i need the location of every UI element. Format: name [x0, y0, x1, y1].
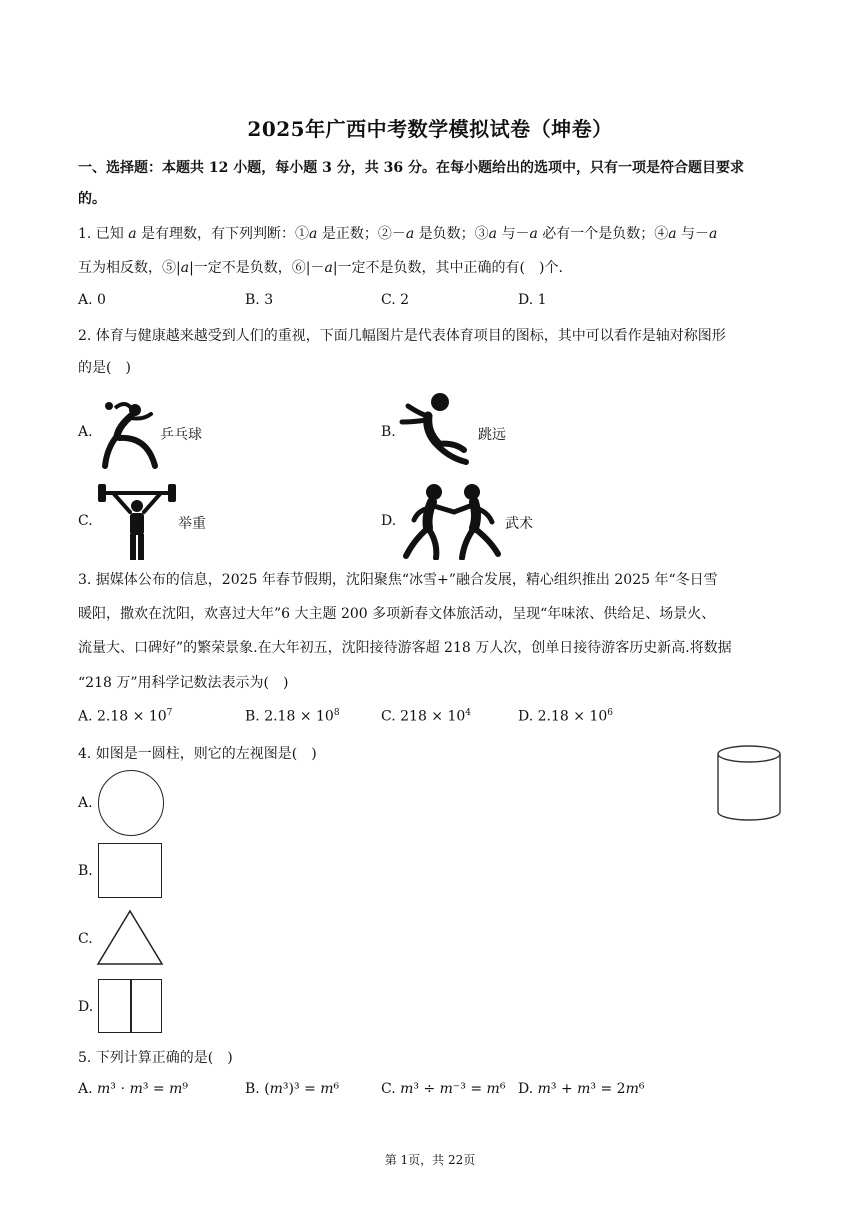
question-3-option-a: A. $2.18 \times 10^7$: [78, 708, 173, 725]
question-5-option-d: D. 𝑚³ + 𝑚³ = 2𝑚⁶: [518, 1081, 645, 1097]
question-1-option-d: D. 1: [518, 292, 547, 308]
weightlifting-icon: [96, 480, 178, 562]
question-1-option-a: A. 0: [78, 292, 106, 308]
question-2-option-c-letter: C.: [78, 513, 93, 529]
question-2-option-d-letter: D.: [381, 513, 397, 529]
martial-arts-icon: [400, 482, 504, 560]
question-5-option-b: B. (𝑚³)³ = 𝑚⁶: [245, 1081, 340, 1097]
question-3-stem-line2: 暖阳，撒欢在沈阳，欢喜过大年”6 大主题 200 多项新春文体旅活动，呈现“年味浓、供给足、场景火、: [78, 606, 716, 622]
question-3-option-b: B. $2.18 \times 10^8$: [245, 708, 340, 725]
question-4-stem: 4. 如图是一圆柱，则它的左视图是( ): [78, 746, 317, 762]
question-3-stem-line4: “218 万”用科学记数法表示为( ): [78, 675, 289, 691]
question-2-option-b-letter: B.: [381, 424, 396, 440]
cylinder-figure: [714, 742, 784, 822]
long-jump-icon: [398, 392, 478, 468]
divider-line: [130, 980, 132, 1032]
question-3-stem-line1: 3. 据媒体公布的信息，2025 年春节假期，沈阳聚焦“冰雪+”融合发展，精心组织推出 2025 年“冬日雪: [78, 572, 718, 588]
triangle-shape: [96, 909, 164, 967]
question-3-stem-line3: 流量大、口碑好”的繁荣景象.在大年初五，沈阳接待游客超 218 万人次，创单日接待游客历史新高.将数据: [78, 640, 732, 656]
question-1-option-c: C. 2: [381, 292, 410, 308]
question-1-stem-line2: 互为相反数，⑤|𝑎|一定不是负数，⑥|－𝑎|一定不是负数，其中正确的有( )个.: [78, 260, 563, 276]
ping-pong-player-icon: [97, 396, 167, 470]
question-2-option-c-caption: 举重: [178, 516, 206, 532]
question-1-stem-line1: 1. 已知 𝑎 是有理数，有下列判断：①𝑎 是正数；②－𝑎 是负数；③𝑎 与－𝑎 必有一个是负数；④𝑎 与－𝑎: [78, 226, 718, 242]
page-title: 2025年广西中考数学模拟试卷（坤卷）: [247, 117, 613, 141]
question-4-option-a-letter: A.: [78, 795, 93, 811]
question-3-option-c: C. $218 \times 10^4$: [381, 708, 472, 725]
square-shape: [98, 843, 162, 898]
question-2-option-b-caption: 跳远: [478, 427, 506, 443]
section-heading-line1: 一、选择题：本题共 12 小题，每小题 3 分，共 36 分。在每小题给出的选项中，只有一项是符合题目要求: [78, 160, 744, 176]
question-2-stem-line1: 2. 体育与健康越来越受到人们的重视，下面几幅图片是代表体育项目的图标，其中可以看作是轴对称图形: [78, 328, 726, 344]
question-5-option-a: A. 𝑚³ ⋅ 𝑚³ = 𝑚⁹: [78, 1081, 188, 1097]
question-4-option-c-letter: C.: [78, 931, 93, 947]
question-2-stem-line2: 的是( ): [78, 360, 131, 376]
question-4-option-b-letter: B.: [78, 863, 93, 879]
question-2-option-a-letter: A.: [78, 424, 93, 440]
question-5-option-c: C. 𝑚³ ÷ 𝑚⁻³ = 𝑚⁶: [381, 1081, 506, 1097]
circle-shape: [98, 770, 164, 836]
question-5-stem: 5. 下列计算正确的是( ): [78, 1050, 233, 1066]
question-2-option-d-caption: 武术: [505, 516, 533, 532]
page-footer: 第 1页，共 22页: [384, 1153, 476, 1167]
divided-square-shape: [98, 979, 162, 1033]
section-heading-line2: 的。: [78, 191, 106, 207]
question-4-option-d-letter: D.: [78, 999, 94, 1015]
question-2-option-a-caption: 乒乓球: [160, 427, 202, 443]
question-1-option-b: B. 3: [245, 292, 274, 308]
question-3-option-d: D. $2.18 \times 10^6$: [518, 708, 613, 725]
